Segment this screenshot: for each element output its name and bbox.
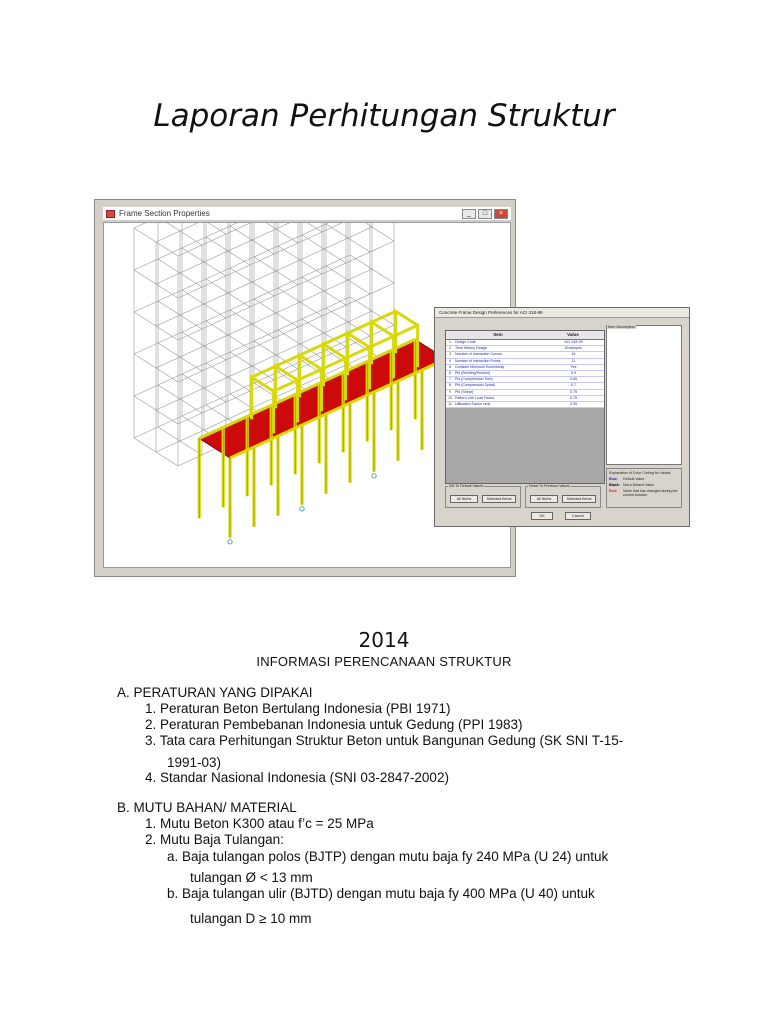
cell-item: Consider Minimum Eccentricity bbox=[455, 364, 505, 369]
section-b-item: 1. Mutu Beton K300 atau f’c = 25 MPa bbox=[145, 816, 374, 831]
support-marker bbox=[300, 507, 304, 511]
cell-n: 7 bbox=[449, 377, 451, 382]
window-title: Frame Section Properties bbox=[119, 209, 210, 218]
cell-n: 9 bbox=[449, 389, 451, 394]
ok-button[interactable]: OK bbox=[531, 512, 553, 520]
table-header bbox=[446, 331, 604, 340]
cell-value: 24 bbox=[571, 352, 576, 357]
section-a-item: 2. Peraturan Pembebanan Indonesia untuk Gedung (PPI 1983) bbox=[145, 717, 523, 732]
cell-value: 0.9 bbox=[571, 370, 576, 375]
dialog-title: Concrete Frame Design Preferences for ACI 318-99 bbox=[435, 308, 689, 318]
cell-value: 11 bbox=[571, 358, 576, 363]
cell-value: Envelopes bbox=[565, 346, 582, 351]
cell-item: Phi (Compression Tied) bbox=[455, 377, 493, 382]
reset-values-group bbox=[525, 486, 601, 508]
legend-key-red: Red: bbox=[609, 489, 617, 493]
cell-item: Number of Interaction Points bbox=[455, 358, 501, 363]
cell-item: Time History Design bbox=[455, 346, 488, 351]
reset-values-label: Reset To Previous Values bbox=[529, 484, 570, 488]
legend-key-black: Black: bbox=[609, 483, 620, 487]
cell-item: Phi (Shear) bbox=[455, 389, 474, 394]
cell-value: 0.75 bbox=[570, 389, 577, 394]
minimize-icon[interactable]: _ bbox=[462, 209, 476, 219]
section-a-item: 4. Standar Nasional Indonesia (SNI 03-2847-2002) bbox=[145, 770, 449, 785]
cell-item: Phi (Compression Spiral) bbox=[455, 383, 495, 388]
status-bar bbox=[103, 569, 511, 575]
cell-n: 5 bbox=[449, 364, 451, 369]
maximize-icon[interactable]: □ bbox=[478, 209, 492, 219]
cell-n: 3 bbox=[449, 352, 451, 357]
section-a-item: 3. Tata cara Perhitungan Struktur Beton untuk Bangunan Gedung (SK SNI T-15- bbox=[145, 733, 624, 748]
wireframe-beam bbox=[156, 227, 372, 326]
reset-selected-items-button[interactable]: Selected Items bbox=[562, 495, 596, 503]
cell-value: 0.65 bbox=[570, 377, 577, 382]
cell-value: 0.75 bbox=[570, 395, 577, 400]
wireframe-beam bbox=[178, 223, 394, 298]
cancel-button[interactable]: Cancel bbox=[565, 512, 591, 520]
wireframe-beam bbox=[134, 255, 350, 354]
section-a-item: 1. Peraturan Beton Bertulang Indonesia (PBI 1971) bbox=[145, 701, 451, 716]
cell-n: 10 bbox=[448, 395, 452, 400]
section-b-subitem: a. Baja tulangan polos (BJTP) dengan mutu baja fy 240 MPa (U 24) untuk bbox=[167, 849, 609, 864]
support-marker bbox=[372, 474, 376, 478]
cell-value: 0.95 bbox=[570, 401, 577, 406]
default-values-label: Set To Default Values bbox=[449, 484, 484, 488]
section-b-item: 2. Mutu Baja Tulangan: bbox=[145, 832, 284, 847]
reset-all-items-button[interactable]: All Items bbox=[530, 495, 558, 503]
col-value: Value bbox=[567, 332, 579, 337]
cell-value: Yes bbox=[570, 364, 577, 369]
cell-n: 4 bbox=[449, 358, 451, 363]
cell-item: Design Code bbox=[455, 340, 476, 344]
legend-text-blue: Default Value bbox=[623, 477, 645, 481]
section-b-subitem-continued: tulangan D ≥ 10 mm bbox=[190, 911, 312, 926]
cell-n: 6 bbox=[449, 370, 451, 375]
table-row[interactable] bbox=[446, 402, 604, 408]
color-legend bbox=[606, 468, 682, 508]
wireframe-beam bbox=[134, 223, 350, 312]
close-icon[interactable]: × bbox=[494, 209, 508, 219]
default-all-items-button[interactable]: All Items bbox=[450, 495, 478, 503]
legend-text-black: Not a Default Value bbox=[623, 483, 654, 487]
cell-item: Pattern Live Load Factor bbox=[455, 395, 495, 400]
item-description-box bbox=[606, 325, 682, 465]
item-description-label: Item Description bbox=[608, 325, 636, 329]
support-marker bbox=[228, 540, 232, 544]
section-b-subitem-continued: tulangan Ø < 13 mm bbox=[190, 870, 313, 885]
cell-value: ACI 318-99 bbox=[564, 340, 583, 344]
legend-text-red: Value that has changed during the current session bbox=[623, 489, 678, 497]
document-year: 2014 bbox=[358, 628, 410, 652]
default-selected-items-button[interactable]: Selected Items bbox=[482, 495, 516, 503]
default-values-group bbox=[445, 486, 521, 508]
cell-value: 0.7 bbox=[571, 383, 576, 388]
design-preferences-dialog bbox=[434, 307, 690, 527]
preferences-table[interactable] bbox=[445, 330, 605, 484]
wireframe-beam bbox=[134, 223, 350, 270]
document-subtitle: INFORMASI PERENCANAAN STRUKTUR bbox=[256, 654, 512, 669]
app-icon bbox=[106, 210, 115, 218]
col-item: Item bbox=[493, 332, 503, 337]
document-title: Laporan Perhitungan Struktur bbox=[153, 98, 615, 134]
section-b-heading: B. MUTU BAHAN/ MATERIAL bbox=[117, 800, 297, 815]
cell-n: 11 bbox=[448, 401, 452, 406]
wireframe-beam bbox=[134, 223, 350, 228]
window-titlebar bbox=[103, 207, 511, 221]
cell-n: 8 bbox=[449, 383, 451, 388]
cell-item: Utilization Factor Limit bbox=[455, 401, 491, 406]
cell-n: 2 bbox=[449, 346, 451, 351]
cell-item: Phi (Bending/Tension) bbox=[455, 370, 491, 375]
section-a-item-continued: 1991-03) bbox=[167, 755, 222, 770]
legend-title: Explanation of Color Coding for Values bbox=[609, 471, 671, 475]
cell-item: Number of Interaction Curves bbox=[455, 352, 502, 357]
section-b-subitem: b. Baja tulangan ulir (BJTD) dengan mutu baja fy 400 MPa (U 40) untuk bbox=[167, 886, 595, 901]
cell-n: 1 bbox=[449, 340, 451, 344]
section-a-heading: A. PERATURAN YANG DIPAKAI bbox=[117, 685, 313, 700]
legend-key-blue: Blue: bbox=[609, 477, 618, 481]
